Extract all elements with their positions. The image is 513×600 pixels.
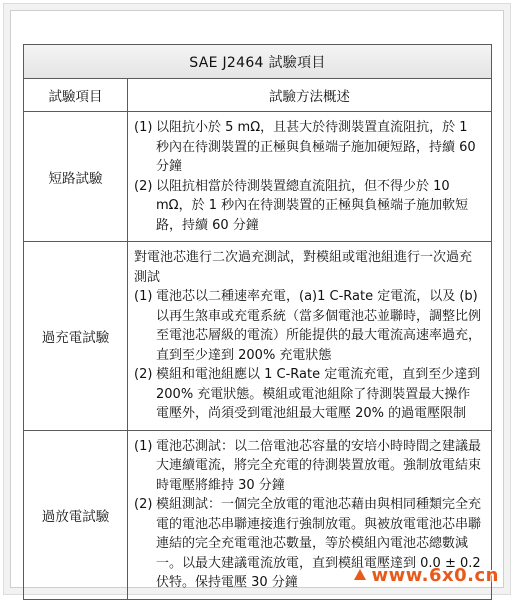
list-item (134, 118, 483, 177)
item-text: 模組和電池組應以 1 C-Rate 定電流充電，直到至少達到 200% 充電狀態。模組或電池組除了待測裝置最大操作電壓外，尚須受到電池組最大電壓 20% 的過電壓限制 (156, 367, 481, 421)
header-method-summary: 試驗方法概述 (128, 79, 492, 112)
test-name-short-circuit: 短路試驗 (24, 112, 128, 242)
test-description (128, 242, 492, 431)
list-item (134, 177, 483, 236)
test-items-table (23, 78, 492, 600)
table-header-row (24, 79, 492, 112)
list-item (134, 437, 483, 496)
item-text: 以阻抗小於 5 mΩ，且甚大於待測裝置直流阻抗，於 1 秒內在待測裝置的正極與負極端子施加硬短路，持續 60 分鐘 (156, 120, 476, 174)
test-description (128, 112, 492, 242)
item-number: (2) (134, 178, 153, 194)
item-number: (1) (134, 289, 153, 304)
site-watermark (354, 565, 499, 586)
watermark-text: www.6x0.cn (371, 565, 499, 586)
item-number: (2) (134, 367, 153, 382)
table-row (24, 242, 492, 431)
row-intro: 對電池芯進行二次過充測試，對模組或電池組進行一次過充測試 (134, 250, 473, 285)
item-text: 模組測試：一個完全放電的電池芯藉由與相同種類完全充電的電池芯串聯連接進行強制放電。與被放電電池芯串聯連結的完全充電電池芯數量，等於模組內電池芯總數減一。以最大建議電流放電，直到模組電壓達到 0.0 ± 0.2 伏特。保持電壓 30 分鐘 (156, 497, 482, 590)
item-text: 以阻抗相當於待測裝置總直流阻抗，但不得少於 10 mΩ，於 1 秒內在待測裝置的正極與負極端子施加軟短路，持續 60 分鐘 (156, 178, 469, 233)
watermark-star-icon (354, 569, 366, 580)
test-name-overdischarge: 過放電試驗 (24, 430, 128, 599)
item-number: (1) (134, 120, 153, 135)
list-item (134, 365, 483, 424)
item-text: 電池芯以二種速率充電，(a)1 C-Rate 定電流，以及 (b) 以再生煞車或充電系統（當多個電池芯並聯時，調整比例至電池芯層級的電流）所能提供的最大電流高速率過充，直到至少達到 200% 充電狀態 (156, 289, 482, 363)
test-name-overcharge: 過充電試驗 (24, 242, 128, 431)
table-title: SAE J2464 試驗項目 (23, 44, 492, 79)
table-row (24, 112, 492, 242)
item-number: (1) (134, 438, 153, 454)
list-item (134, 287, 483, 365)
item-number: (2) (134, 497, 153, 512)
header-test-item: 試驗項目 (24, 79, 128, 112)
item-text: 電池芯測試：以二倍電池芯容量的安培小時時間之建議最大連續電流，將完全充電的待測裝置放電。強制放電結束時電壓將維持 30 分鐘 (156, 438, 482, 493)
